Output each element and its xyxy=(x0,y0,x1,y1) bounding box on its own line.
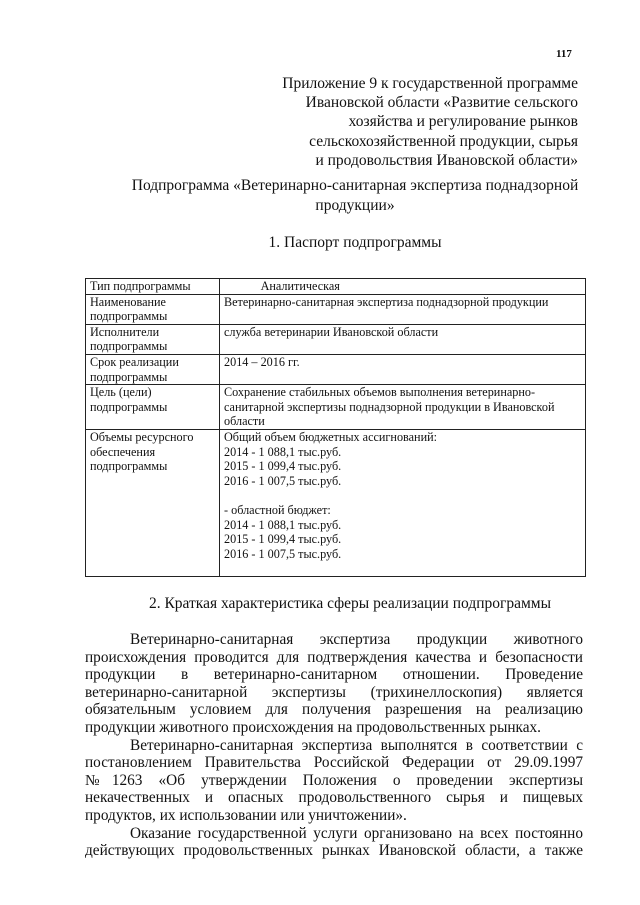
subprogram-title-line: продукции» xyxy=(315,196,395,214)
value-line xyxy=(224,561,582,576)
value-line: 2014 - 1 088,1 тыс.руб. xyxy=(224,444,342,459)
line-text: Ветеринарно-санитарная экспертиза продукции животного xyxy=(130,631,583,648)
paragraph-line xyxy=(85,789,583,807)
paragraph-line xyxy=(85,772,583,790)
table-row xyxy=(86,354,586,384)
label-line: подпрограммы xyxy=(90,369,168,384)
paragraph-line xyxy=(85,754,583,772)
paragraph-line xyxy=(85,842,583,860)
line-text: действующих продовольственных рынках Ивановской области, а также xyxy=(85,842,583,860)
paragraph-line xyxy=(85,649,583,667)
value-line: 2014 - 1 088,1 тыс.руб. xyxy=(224,517,342,532)
appendix-line: и продовольствия Ивановской области» xyxy=(315,151,578,169)
line-text: постановлением Правительства Российской Федерации от 29.09.1997 xyxy=(85,754,583,772)
row-value xyxy=(220,324,586,354)
label-line: подпрограммы xyxy=(90,459,168,474)
label-line: Объемы ресурсного xyxy=(90,429,194,444)
label-line: обеспечения xyxy=(90,444,156,459)
value-line: 2016 - 1 007,5 тыс.руб. xyxy=(224,473,342,488)
line-text: продукции животного происхождения на продовольственных рынках. xyxy=(85,718,542,736)
value-line xyxy=(224,488,582,503)
page-number: 117 xyxy=(556,48,572,60)
paragraph xyxy=(85,825,583,860)
value-line: Сохранение стабильных объемов выполнения ветеринарно- xyxy=(224,385,536,400)
paragraph-line xyxy=(85,684,583,702)
label-line: Тип подпрограммы xyxy=(90,279,191,293)
paragraph xyxy=(85,737,583,825)
value-line: Аналитическая xyxy=(224,279,340,293)
line-text: Ветеринарно-санитарная экспертиза выполнятся в соответствии с xyxy=(130,736,583,754)
paragraph-line xyxy=(85,719,583,737)
value-line: 2016 - 1 007,5 тыс.руб. xyxy=(224,546,342,561)
value-line: 2015 - 1 099,4 тыс.руб. xyxy=(224,532,342,547)
table-row xyxy=(86,429,586,576)
label-line: Цель (цели) xyxy=(90,385,152,400)
table-row xyxy=(86,385,586,430)
line-text: №1263 «Об утверждении Положения о проведении экспертизы xyxy=(85,771,583,789)
line-text: происхождения проводится для подтверждения качества и безопасности xyxy=(85,648,583,666)
value-line: 2015 - 1 099,4 тыс.руб. xyxy=(224,459,342,474)
subprogram-title xyxy=(110,176,600,215)
row-label xyxy=(86,354,220,384)
label-line: подпрограммы xyxy=(90,399,168,414)
label-line: подпрограммы xyxy=(90,309,168,324)
value-line: Общий объем бюджетных ассигнований: xyxy=(224,429,437,444)
value-line: области xyxy=(224,414,265,429)
section1-heading: 1. Паспорт подпрограммы xyxy=(268,234,442,251)
appendix-line: сельскохозяйственной продукции, сырья xyxy=(309,132,578,150)
paragraph-line xyxy=(85,807,583,825)
row-value xyxy=(220,385,586,430)
subprogram-title-line: Подпрограмма «Ветеринарно-санитарная экспертиза поднадзорной xyxy=(131,177,579,194)
paragraph-line xyxy=(85,666,583,684)
paragraph-line xyxy=(85,825,583,843)
label-line: Срок реализации xyxy=(90,354,179,369)
paragraph-line xyxy=(85,701,583,719)
line-text: продукции в ветеринарно-санитарном отношении. Проведение xyxy=(85,666,583,684)
appendix-line: хозяйства и регулирование рынков xyxy=(348,113,578,131)
body-text xyxy=(85,631,583,860)
value-line: 2014 – 2016 гг. xyxy=(224,354,300,369)
value-line: Ветеринарно-санитарная экспертиза поднадзорной продукции xyxy=(224,294,549,309)
row-label xyxy=(86,279,220,295)
row-label xyxy=(86,294,220,324)
appendix-line: Ивановской области «Развитие сельского xyxy=(305,94,578,112)
appendix-line: Приложение 9 к государственной программе xyxy=(282,75,578,92)
label-line: Наименование xyxy=(90,294,166,309)
paragraph xyxy=(85,631,583,737)
appendix-header xyxy=(240,74,578,170)
table-row xyxy=(86,294,586,324)
value-line: - областной бюджет: xyxy=(224,502,331,517)
section2-heading: 2. Краткая характеристика сферы реализации подпрограммы xyxy=(148,595,552,612)
row-label xyxy=(86,385,220,430)
row-value xyxy=(220,429,586,576)
row-label xyxy=(86,429,220,576)
line-text: обязательным условием для получения разрешения на реализацию xyxy=(85,701,583,719)
table-row xyxy=(86,279,586,295)
label-line: подпрограммы xyxy=(90,339,168,354)
row-value xyxy=(220,279,586,295)
passport-table xyxy=(85,278,586,577)
value-line: служба ветеринарии Ивановской области xyxy=(224,324,439,339)
row-value xyxy=(220,294,586,324)
row-label xyxy=(86,324,220,354)
line-text: Оказание государственной услуги организовано на всех постоянно xyxy=(130,824,583,842)
paragraph-line xyxy=(85,737,583,755)
table-row xyxy=(86,324,586,354)
row-value xyxy=(220,354,586,384)
line-text: продуктов, их использовании или уничтожении». xyxy=(85,806,407,824)
label-line: Исполнители xyxy=(90,324,160,339)
value-line: санитарной экспертизы поднадзорной продукции в Ивановской xyxy=(224,399,555,414)
paragraph-line xyxy=(85,631,583,649)
line-text: ветеринарно-санитарной экспертизы (трихинеллоскопия) является xyxy=(85,683,583,701)
line-text: некачественных и опасных продовольственного сырья и пищевых xyxy=(85,789,583,807)
